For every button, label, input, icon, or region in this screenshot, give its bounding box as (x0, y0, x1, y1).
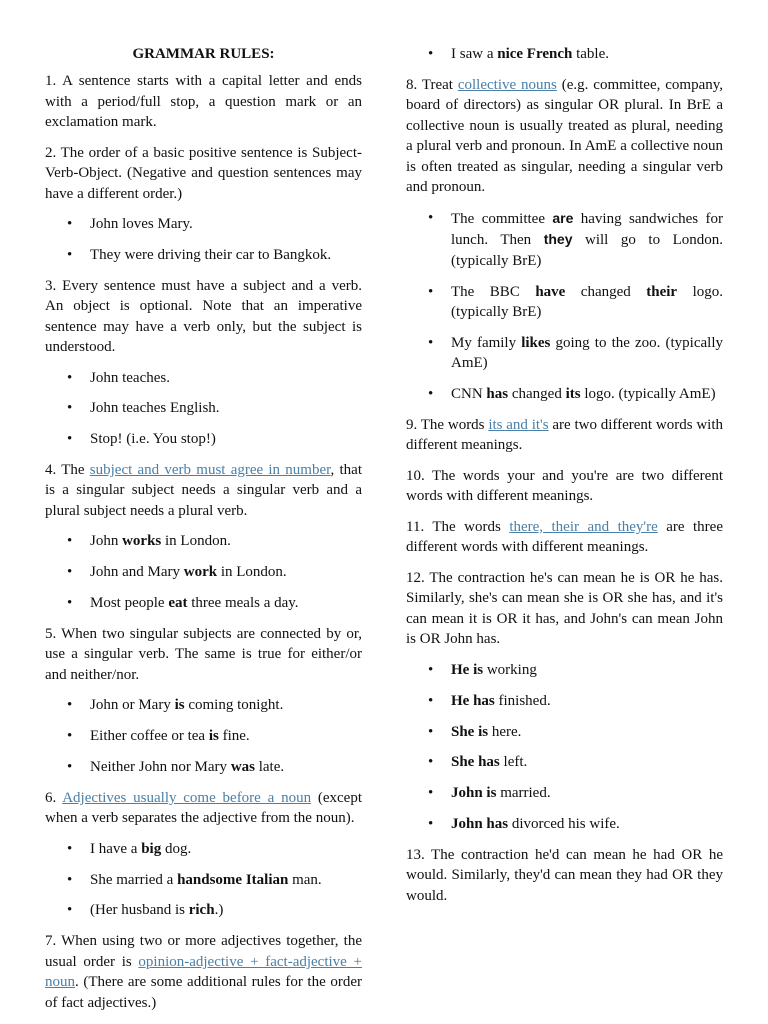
rule-12-examples (406, 660, 723, 834)
list-item: • My family likes going to the zoo. (typically AmE) (451, 333, 723, 374)
rule-11: 11. The words there, their and they're are three different words with different meanings. (406, 518, 723, 556)
rule-5: 5. When two singular subjects are connected by or, use a singular verb. The same is true for either/or and neither/nor. (45, 625, 362, 683)
list-item: • John has divorced his wife. (451, 814, 723, 835)
rule-2: 2. The order of a basic positive sentence is Subject-Verb-Object. (Negative and question sentences may have a different order.) (45, 144, 362, 202)
rule-3-examples (45, 368, 362, 450)
list-item: • The BBC have changed their logo. (typically BrE) (451, 282, 723, 323)
list-item: • (Her husband is rich.) (90, 900, 362, 921)
list-item: • John or Mary is coming tonight. (90, 695, 362, 716)
rule-1: 1. A sentence starts with a capital letter and ends with a period/full stop, a question mark or an exclamation mark. (45, 73, 362, 130)
list-item: • He is working (451, 660, 723, 681)
list-item: • John teaches. (90, 368, 362, 389)
list-item: • Stop! (i.e. You stop!) (90, 429, 362, 450)
rule-6-examples (45, 839, 362, 921)
rule-2-examples (45, 214, 362, 265)
list-item: • They were driving their car to Bangkok. (90, 245, 362, 266)
there-their-theyre-link[interactable]: there, their and they're (509, 518, 658, 535)
rule-9: 9. The words its and it's are two different words with different meanings. (406, 416, 723, 454)
list-item: • Most people eat three meals a day. (90, 593, 362, 614)
collective-nouns-link[interactable]: collective nouns (457, 76, 557, 93)
list-item: • The committee are having sandwiches for lunch. Then they will go to London. (typically BrE) (451, 208, 723, 272)
list-item: • John loves Mary. (90, 214, 362, 235)
list-item: • John works in London. (90, 531, 362, 552)
list-item: • Either coffee or tea is fine. (90, 726, 362, 747)
rule-4: 4. The subject and verb must agree in number, that is a singular subject needs a singular verb and a plural subject needs a plural verb. (45, 461, 362, 519)
list-item: • John teaches English. (90, 398, 362, 419)
rule-5-examples (45, 695, 362, 777)
list-item: • She has left. (451, 752, 723, 773)
rule-12: 12. The contraction he's can mean he is OR he has. Similarly, she's can mean she is OR she has, and it's can mean it is OR it has, and John's can mean John is OR John has. (406, 569, 723, 648)
rule-8-examples (406, 208, 723, 405)
list-item: • John and Mary work in London. (90, 562, 362, 583)
adjective-order-link[interactable]: opinion-adjective + fact-adjective + noun (45, 953, 362, 991)
subject-verb-agreement-link[interactable]: subject and verb must agree in number (89, 461, 331, 478)
list-item: • He has finished. (451, 691, 723, 712)
its-and-its-link[interactable]: its and it's (488, 416, 549, 433)
right-column (406, 44, 723, 916)
left-column (45, 44, 362, 1013)
page-title: GRAMMAR RULES: (132, 46, 275, 62)
list-item: • Neither John nor Mary was late. (90, 757, 362, 778)
list-item: • John is married. (451, 783, 723, 804)
list-item: • I have a big dog. (90, 839, 362, 860)
list-item: • I saw a nice French table. (451, 44, 723, 65)
rule-13: 13. The contraction he'd can mean he had OR he would. Similarly, they'd can mean they had OR they would. (406, 846, 723, 904)
adjective-position-link[interactable]: Adjectives usually come before a noun (62, 789, 312, 806)
rule-7-examples (406, 44, 723, 65)
rule-7: 7. When using two or more adjectives together, the usual order is opinion-adjective + fact-adjective + noun. (There are some additional rules for the order of fact adjectives.) (45, 933, 362, 1011)
rule-3: 3. Every sentence must have a subject and a verb. An object is optional. Note that an imperative sentence may have a verb only, but the subject is understood. (45, 277, 362, 356)
rule-10: 10. The words your and you're are two different words with different meanings. (406, 467, 723, 505)
rule-4-examples (45, 531, 362, 613)
rule-8: 8. Treat collective nouns (e.g. committee, company, board of directors) as singular OR plural. In BrE a collective noun is usually treated as plural, needing a plural verb and pronoun. In AmE a collective noun is often treated as singular, needing a singular verb and pronoun. (406, 76, 724, 196)
list-item: • She is here. (451, 722, 723, 743)
list-item: • She married a handsome Italian man. (90, 870, 362, 891)
list-item: • CNN has changed its logo. (typically AmE) (451, 384, 723, 405)
rule-6: 6. Adjectives usually come before a noun (except when a verb separates the adjective from the noun). (45, 789, 362, 827)
